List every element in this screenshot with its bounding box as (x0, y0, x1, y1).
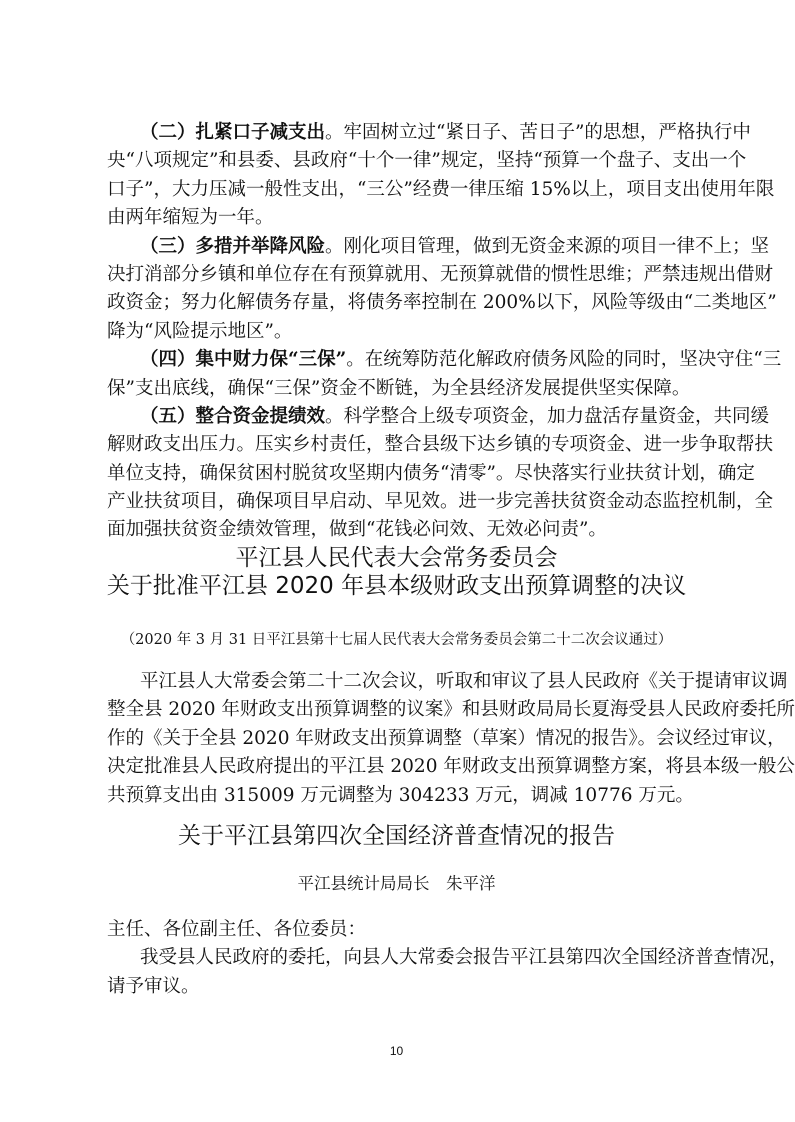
paragraph-line (107, 233, 770, 261)
paragraph-line: 作的《关于全县 2020 年财政支出预算调整（草案）情况的报告》。会议经过审议， (107, 727, 786, 749)
paragraph-line: 单位支持，确保贫困村脱贫攻坚期内债务“清零”。尽快落实行业扶贫计划，确定 (107, 462, 755, 484)
paragraph-line: 决打消部分乡镇和单位存在有预算就用、无预算就借的惯性思维；严禁违规出借财 (107, 263, 774, 285)
text: 。科学整合上级专项资金，加力盘活存量资金，共同缓 (325, 405, 770, 427)
salutation: 主任、各位副主任、各位委员： (107, 919, 367, 940)
paragraph-line (107, 119, 751, 147)
paragraph-line: 决定批准县人民政府提出的平江县 2020 年财政支出预算调整方案，将县本级一般公 (107, 756, 795, 778)
paragraph-heading: （二）扎紧口子减支出 (140, 122, 326, 143)
resolution-subtitle: （2020 年 3 月 31 日平江县第十七届人民代表大会常务委员会第二十二次会议通过） (120, 632, 673, 648)
resolution-title-line2: 关于批准平江县 2020 年县本级财政支出预算调整的决议 (106, 573, 687, 599)
paragraph-line: 我受县人民政府的委托，向县人大常委会报告平江县第四次全国经济普查情况， (140, 947, 788, 969)
paragraph-line: 请予审议。 (107, 975, 200, 997)
section-measures (107, 119, 782, 545)
paragraph-line: 由两年缩短为一年。 (107, 207, 274, 229)
paragraph-line (107, 346, 782, 374)
resolution-body (107, 668, 795, 810)
paragraph-heading: （三）多措并举降风险 (140, 235, 326, 257)
text: 。在统筹防范化解政府债务风险的同时，坚决守住“三 (346, 349, 782, 371)
report-title: 关于平江县第四次全国经济普查情况的报告 (178, 823, 615, 849)
paragraph-line: 产业扶贫项目，确保项目早启动、早见效。进一步完善扶贫资金动态监控机制，全 (107, 491, 774, 513)
paragraph-line: 面加强扶贫资金绩效管理，做到“花钱必问效、无效必问责”。 (107, 519, 607, 541)
paragraph-line: 央“八项规定”和县委、县政府“十个一律”规定，坚持“预算一个盘子、支出一个 (107, 150, 747, 172)
paragraph-line (107, 403, 770, 431)
paragraph-line: 整全县 2020 年财政支出预算调整的议案》和县财政局局长夏海受县人民政府委托所 (107, 699, 795, 721)
page-number: 10 (389, 1044, 404, 1058)
paragraph-heading: （五）整合资金提绩效 (140, 405, 326, 427)
resolution-title-line1: 平江县人民代表大会常务委员会 (235, 545, 558, 571)
paragraph-heading: （四）集中财力保“三保” (140, 349, 347, 371)
text: 。牢固树立过“紧日子、苦日子”的思想，严格执行中 (325, 122, 751, 143)
text: 。刚化项目管理，做到无资金来源的项目一律不上；坚 (325, 235, 770, 257)
paragraph-line: 共预算支出由 315009 万元调整为 304233 万元，调减 10776 万元。 (107, 784, 694, 806)
paragraph-line: 政资金；努力化解债务存量，将债务率控制在 200%以下，风险等级由“二类地区” (107, 292, 777, 314)
report-body (107, 916, 788, 1001)
paragraph-line: 解财政支出压力。压实乡村责任，整合县级下达乡镇的专项资金、进一步争取帮扶 (107, 434, 774, 456)
paragraph-line: 保”支出底线，确保“三保”资金不断链，为全县经济发展提供坚实保障。 (107, 377, 691, 399)
paragraph-line: 平江县人大常委会第二十二次会议，听取和审议了县人民政府《关于提请审议调 (140, 671, 788, 692)
paragraph-line: 口子”，大力压减一般性支出，“三公”经费一律压缩 15%以上，项目支出使用年限 (107, 178, 775, 200)
paragraph-line: 降为“风险提示地区”。 (107, 320, 293, 342)
report-author: 平江县统计局局长 朱平洋 (297, 874, 496, 893)
